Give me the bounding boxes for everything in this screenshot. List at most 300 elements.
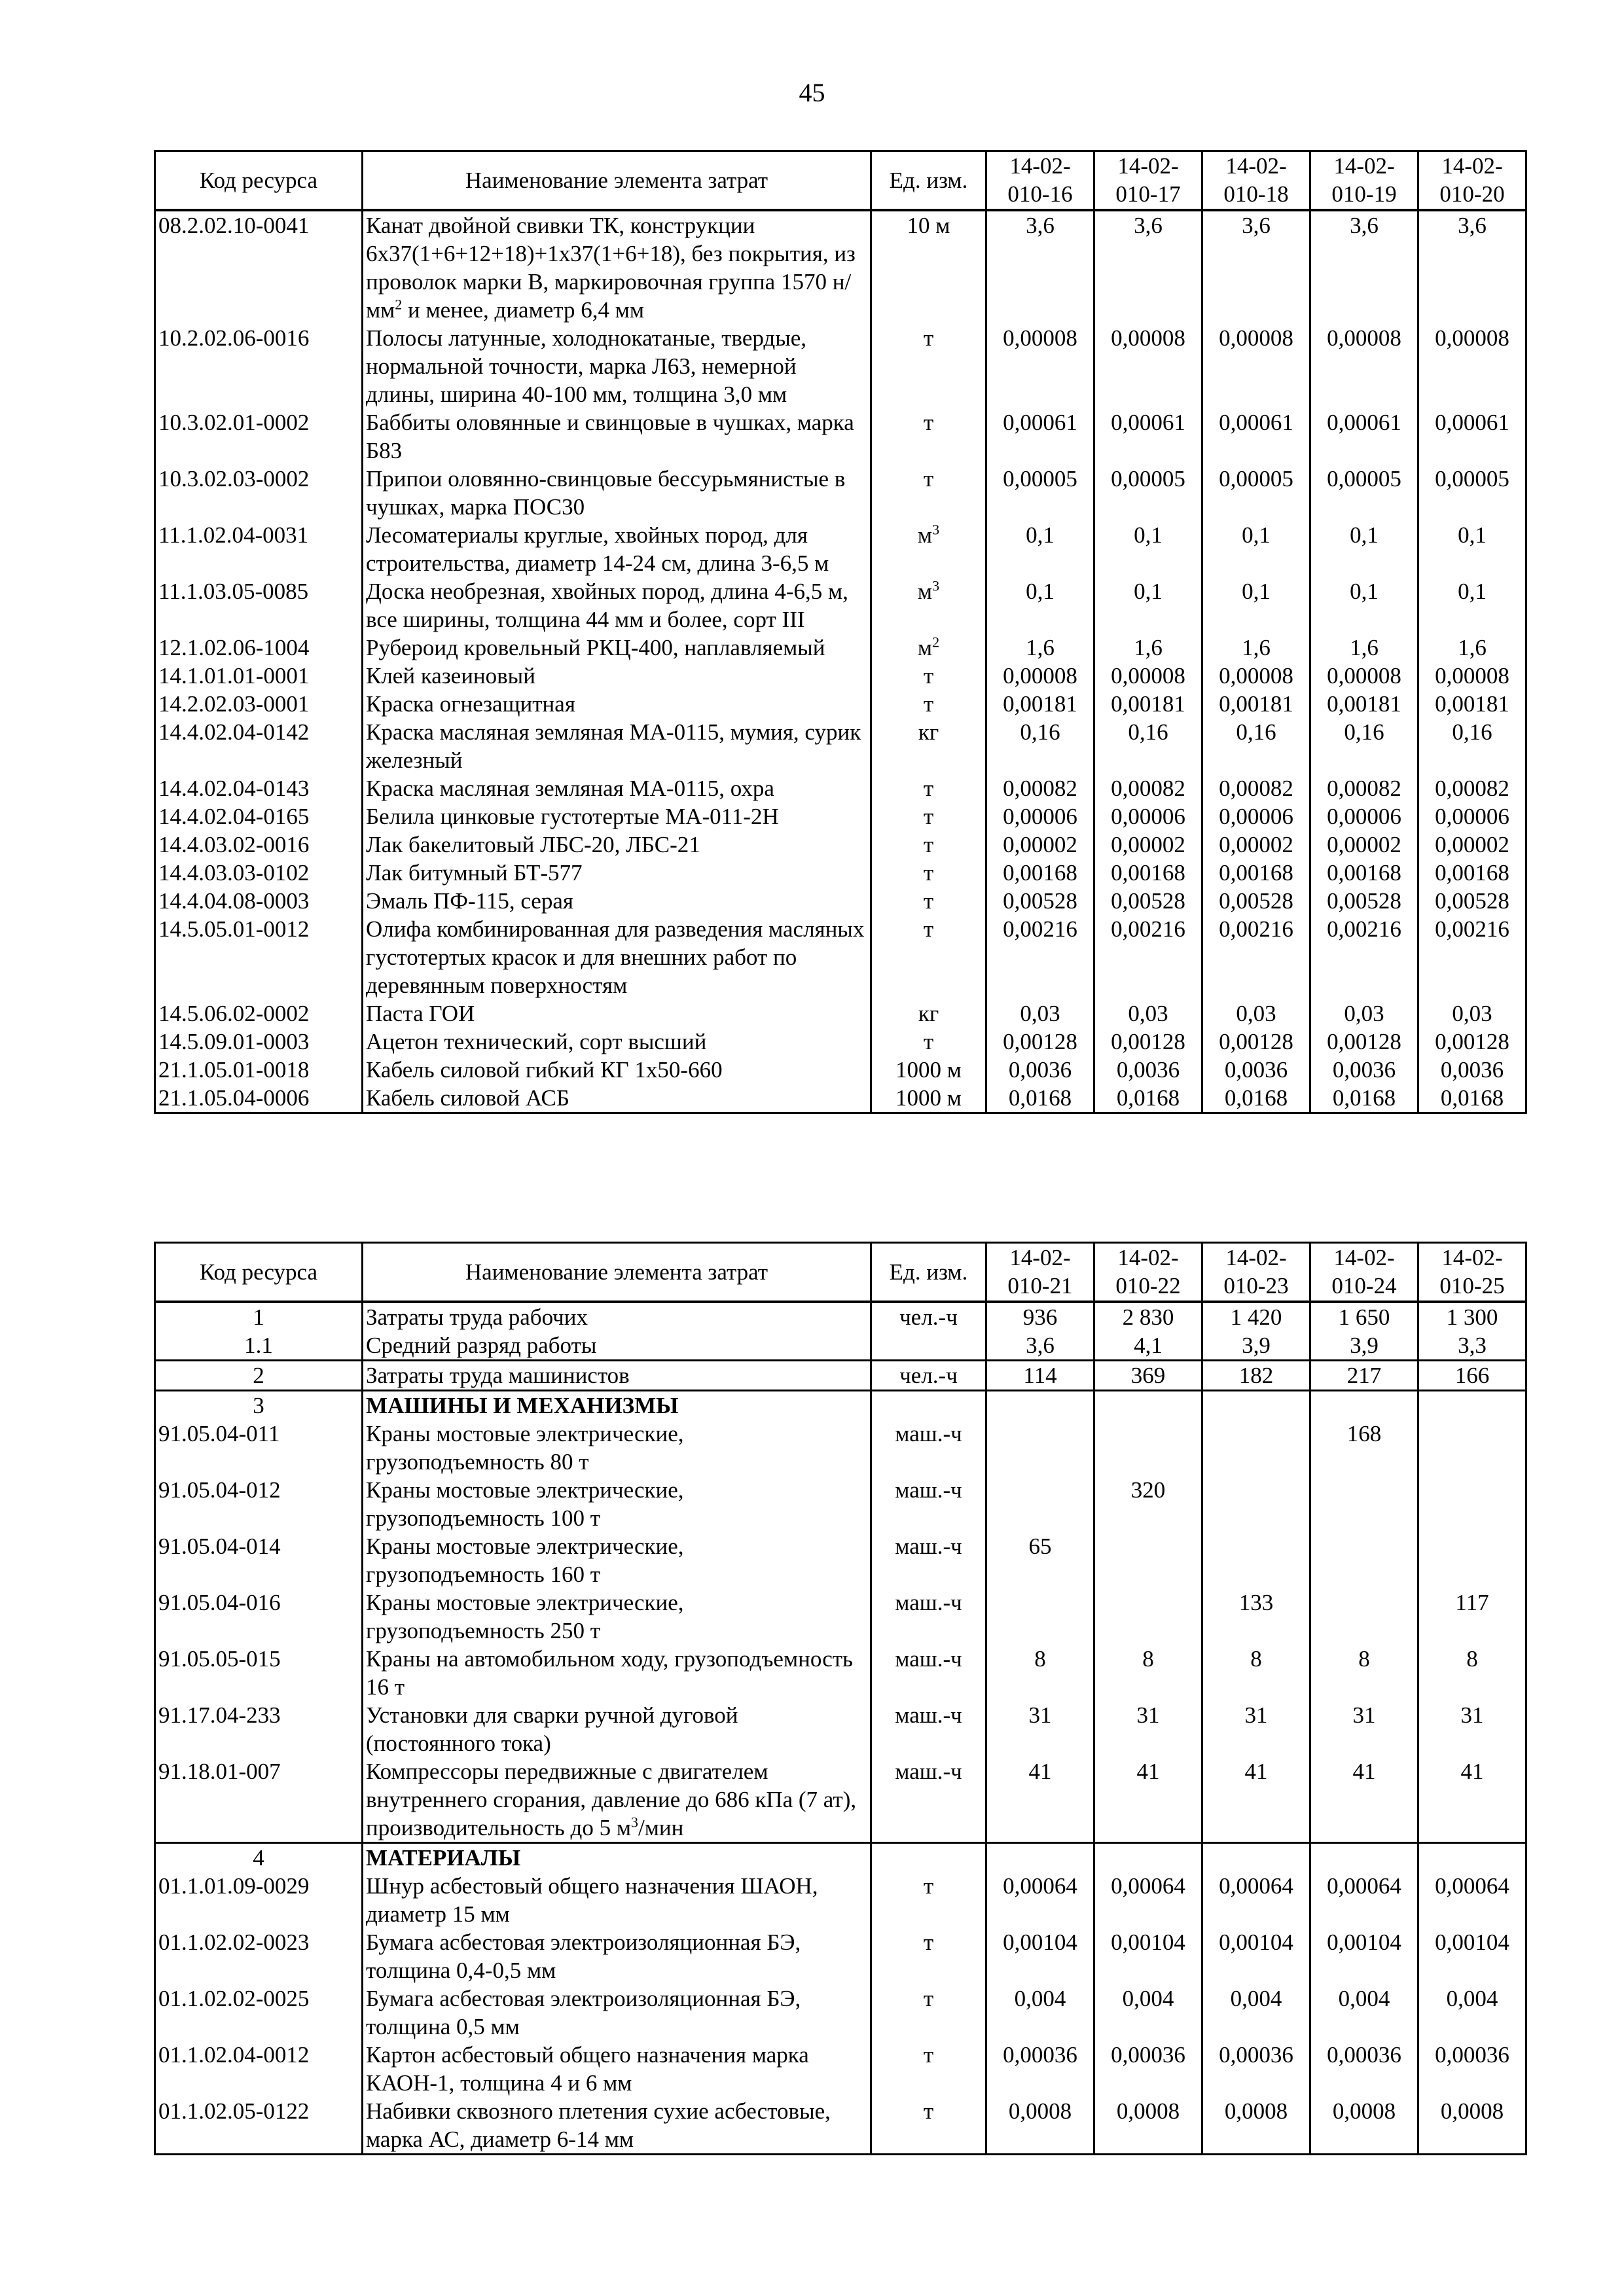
resource-value: 0,00128 xyxy=(1094,1028,1202,1056)
resource-code: 01.1.01.09-0029 xyxy=(155,1872,363,1928)
resource-unit: т xyxy=(871,859,986,887)
resource-name: Белила цинковые густотертые МА-011-2Н xyxy=(363,802,871,831)
resource-code: 14.4.04.08-0003 xyxy=(155,887,363,915)
resource-value: 320 xyxy=(1094,1476,1202,1532)
resource-code: 91.18.01-007 xyxy=(155,1757,363,1843)
table-row xyxy=(155,1360,1526,1390)
resource-value: 0,00064 xyxy=(986,1872,1094,1928)
resource-value: 0,00008 xyxy=(1202,662,1310,690)
resource-value: 0,00002 xyxy=(986,831,1094,859)
table-row xyxy=(155,1588,1526,1645)
resource-code: 01.1.02.04-0012 xyxy=(155,2041,363,2097)
resource-unit: кг xyxy=(871,999,986,1028)
resource-value: 41 xyxy=(1418,1757,1526,1843)
resource-value: 0,00036 xyxy=(1310,2041,1418,2097)
resource-value: 1,6 xyxy=(1202,634,1310,662)
resource-value: 0,00008 xyxy=(986,662,1094,690)
table-row xyxy=(155,915,1526,999)
resource-value: 0,00061 xyxy=(1418,408,1526,465)
resource-value: 0,0168 xyxy=(1202,1084,1310,1113)
resource-value: 0,00181 xyxy=(1202,690,1310,718)
resource-value: 0,0008 xyxy=(986,2097,1094,2155)
header-column: 14-02- 010-21 xyxy=(986,1243,1094,1302)
table-row xyxy=(155,1928,1526,1984)
resource-value: 0,1 xyxy=(1418,577,1526,634)
table-row xyxy=(155,662,1526,690)
resource-value: 117 xyxy=(1418,1588,1526,1645)
resource-code: 14.4.02.04-0143 xyxy=(155,774,363,802)
resource-value: 2 830 xyxy=(1094,1302,1202,1331)
resource-code: 11.1.03.05-0085 xyxy=(155,577,363,634)
resource-value: 0,004 xyxy=(1094,1984,1202,2041)
resource-value: 0,00008 xyxy=(1310,662,1418,690)
resource-code: 2 xyxy=(155,1360,363,1390)
resource-value: 8 xyxy=(1202,1645,1310,1701)
resource-name: Набивки сквозного плетения сухие асбестовые, марка АС, диаметр 6-14 мм xyxy=(363,2097,871,2155)
resource-value xyxy=(1094,1842,1202,1872)
superscript: 3 xyxy=(630,1813,638,1830)
header-unit: Ед. изм. xyxy=(871,1243,986,1302)
resource-value: 0,00064 xyxy=(1310,1872,1418,1928)
resource-name: Краска огнезащитная xyxy=(363,690,871,718)
resource-value xyxy=(1418,1532,1526,1588)
resource-code: 10.2.02.06-0016 xyxy=(155,324,363,408)
resource-unit: маш.-ч xyxy=(871,1701,986,1757)
resource-code: 08.2.02.10-0041 xyxy=(155,210,363,324)
resource-value: 0,00005 xyxy=(1202,465,1310,521)
resource-unit: т xyxy=(871,1928,986,1984)
resource-unit: 1000 м xyxy=(871,1084,986,1113)
resource-value xyxy=(1094,1532,1202,1588)
resource-value: 0,03 xyxy=(986,999,1094,1028)
resource-value: 0,00006 xyxy=(1094,802,1202,831)
resource-value: 0,1 xyxy=(1202,521,1310,577)
resource-name: Краска масляная земляная МА-0115, охра xyxy=(363,774,871,802)
resource-value xyxy=(1094,1588,1202,1645)
resource-name: Бумага асбестовая электроизоляционная БЭ, толщина 0,5 мм xyxy=(363,1984,871,2041)
resource-unit: т xyxy=(871,2041,986,2097)
header-column: 14-02- 010-22 xyxy=(1094,1243,1202,1302)
resource-code: 10.3.02.03-0002 xyxy=(155,465,363,521)
resource-value: 0,1 xyxy=(1094,577,1202,634)
resource-code: 10.3.02.01-0002 xyxy=(155,408,363,465)
table-row xyxy=(155,1842,1526,1872)
resource-value: 0,16 xyxy=(1418,718,1526,774)
resource-code: 14.5.06.02-0002 xyxy=(155,999,363,1028)
resource-unit: т xyxy=(871,690,986,718)
resource-value: 0,0168 xyxy=(986,1084,1094,1113)
resource-value: 0,0168 xyxy=(1310,1084,1418,1113)
table-row xyxy=(155,1056,1526,1084)
resource-value xyxy=(986,1588,1094,1645)
resource-value: 0,00006 xyxy=(1202,802,1310,831)
header-column: 14-02- 010-18 xyxy=(1202,151,1310,210)
resource-unit: $м^2$ xyxy=(871,634,986,662)
resource-value: 0,1 xyxy=(1310,577,1418,634)
resource-value: 0,00064 xyxy=(1202,1872,1310,1928)
table-row xyxy=(155,2097,1526,2155)
resource-value: 3,6 xyxy=(1094,210,1202,324)
resource-value: 0,00005 xyxy=(986,465,1094,521)
resource-value: 1 300 xyxy=(1418,1302,1526,1331)
header-column: 14-02- 010-23 xyxy=(1202,1243,1310,1302)
resource-value: 3,6 xyxy=(986,210,1094,324)
resource-table-1 xyxy=(154,150,1527,1114)
resource-name: Припои оловянно-свинцовые бессурьмянистые в чушках, марка ПОС30 xyxy=(363,465,871,521)
table-row xyxy=(155,634,1526,662)
resource-value: 41 xyxy=(986,1757,1094,1843)
resource-value: 0,00104 xyxy=(986,1928,1094,1984)
resource-value: 3,9 xyxy=(1310,1331,1418,1361)
resource-unit xyxy=(871,1842,986,1872)
resource-value: 0,0036 xyxy=(1418,1056,1526,1084)
resource-name: Доска необрезная, хвойных пород, длина 4-6,5 м, все ширины, толщина 44 мм и более, сорт III xyxy=(363,577,871,634)
resource-value: 0,00216 xyxy=(1310,915,1418,999)
resource-value: 4,1 xyxy=(1094,1331,1202,1361)
resource-code: 14.2.02.03-0001 xyxy=(155,690,363,718)
resource-value: 0,00008 xyxy=(1202,324,1310,408)
resource-unit: т xyxy=(871,887,986,915)
resource-value: 0,00008 xyxy=(1418,324,1526,408)
resource-value: 0,00061 xyxy=(1094,408,1202,465)
resource-unit: т xyxy=(871,1028,986,1056)
table-row xyxy=(155,1476,1526,1532)
resource-value: 0,0008 xyxy=(1094,2097,1202,2155)
resource-value: 0,00005 xyxy=(1094,465,1202,521)
resource-value: 0,03 xyxy=(1202,999,1310,1028)
table-row xyxy=(155,1701,1526,1757)
resource-value: 0,16 xyxy=(986,718,1094,774)
header-code: Код ресурса xyxy=(155,151,363,210)
resource-name: Краска масляная земляная МА-0115, мумия, сурик железный xyxy=(363,718,871,774)
resource-value: 0,00006 xyxy=(1310,802,1418,831)
table-row xyxy=(155,831,1526,859)
resource-code: 91.05.05-015 xyxy=(155,1645,363,1701)
resource-value: 1,6 xyxy=(986,634,1094,662)
resource-value: 31 xyxy=(986,1701,1094,1757)
resource-value: 0,00216 xyxy=(1202,915,1310,999)
resource-value: 31 xyxy=(1310,1701,1418,1757)
resource-code: 21.1.05.04-0006 xyxy=(155,1084,363,1113)
resource-name: Полосы латунные, холоднокатаные, твердые, нормальной точности, марка Л63, немерной длины, ширина 40-100 мм, толщина 3,0 мм xyxy=(363,324,871,408)
resource-value: 0,00008 xyxy=(1418,662,1526,690)
table-row xyxy=(155,1872,1526,1928)
resource-value xyxy=(986,1420,1094,1476)
resource-name: Краны мостовые электрические, грузоподъемность 160 т xyxy=(363,1532,871,1588)
resource-value: 3,9 xyxy=(1202,1331,1310,1361)
page-number: 45 xyxy=(799,78,825,107)
resource-name: Краны мостовые электрические, грузоподъемность 250 т xyxy=(363,1588,871,1645)
resource-value: 0,0168 xyxy=(1418,1084,1526,1113)
table-row xyxy=(155,859,1526,887)
resource-value xyxy=(1418,1420,1526,1476)
resource-unit: т xyxy=(871,324,986,408)
resource-value: 0,00168 xyxy=(1418,859,1526,887)
resource-code: 4 xyxy=(155,1842,363,1872)
resource-value: 31 xyxy=(1202,1701,1310,1757)
table-row xyxy=(155,521,1526,577)
resource-value: 0,00168 xyxy=(1094,859,1202,887)
resource-value: 0,00128 xyxy=(1418,1028,1526,1056)
table-row xyxy=(155,999,1526,1028)
resource-code: 01.1.02.02-0025 xyxy=(155,1984,363,2041)
resource-value: 217 xyxy=(1310,1360,1418,1390)
resource-value: 3,3 xyxy=(1418,1331,1526,1361)
header-name: Наименование элемента затрат xyxy=(363,151,871,210)
resource-value: 8 xyxy=(1310,1645,1418,1701)
resource-value: 0,00061 xyxy=(1310,408,1418,465)
resource-name: Баббиты оловянные и свинцовые в чушках, марка Б83 xyxy=(363,408,871,465)
table-row xyxy=(155,887,1526,915)
resource-name: Лесоматериалы круглые, хвойных пород, для строительства, диаметр 14-24 см, длина 3-6,5 м xyxy=(363,521,871,577)
resource-code: 01.1.02.05-0122 xyxy=(155,2097,363,2155)
resource-value xyxy=(1202,1842,1310,1872)
resource-value: 0,00128 xyxy=(986,1028,1094,1056)
resource-unit: 1000 м xyxy=(871,1056,986,1084)
resource-value: 0,00006 xyxy=(986,802,1094,831)
resource-name: Канат двойной свивки ТК, конструкции 6х37(1+6+12+18)+1х37(1+6+18), без покрытия, из проволок марки В, маркировочная группа 1570 $н/мм^2$ и менее, диаметр 6,4 мм xyxy=(363,210,871,324)
resource-value: 0,00002 xyxy=(1310,831,1418,859)
resource-unit: маш.-ч xyxy=(871,1476,986,1532)
resource-unit: т xyxy=(871,802,986,831)
resource-value: 1,6 xyxy=(1094,634,1202,662)
resource-value xyxy=(1310,1390,1418,1420)
resource-value: 0,03 xyxy=(1094,999,1202,1028)
resource-value: 0,00082 xyxy=(1418,774,1526,802)
resource-value: 0,0008 xyxy=(1202,2097,1310,2155)
header-column: 14-02- 010-24 xyxy=(1310,1243,1418,1302)
resource-value: 0,1 xyxy=(986,521,1094,577)
resource-value: 0,0008 xyxy=(1418,2097,1526,2155)
header-code: Код ресурса xyxy=(155,1243,363,1302)
resource-unit: маш.-ч xyxy=(871,1757,986,1843)
header-column: 14-02- 010-17 xyxy=(1094,151,1202,210)
resource-value xyxy=(1202,1476,1310,1532)
resource-value: 41 xyxy=(1094,1757,1202,1843)
resource-value: 166 xyxy=(1418,1360,1526,1390)
resource-code: 91.17.04-233 xyxy=(155,1701,363,1757)
superscript: 3 xyxy=(932,577,940,594)
resource-value: 0,00168 xyxy=(1310,859,1418,887)
resource-value: 0,1 xyxy=(1310,521,1418,577)
resource-code: 91.05.04-011 xyxy=(155,1420,363,1476)
resource-value: 0,00008 xyxy=(1310,324,1418,408)
resource-code: 11.1.02.04-0031 xyxy=(155,521,363,577)
resource-value: 31 xyxy=(1094,1701,1202,1757)
resource-name: Лак бакелитовый ЛБС-20, ЛБС-21 xyxy=(363,831,871,859)
header-column: 14-02- 010-25 xyxy=(1418,1243,1526,1302)
resource-value: 0,00528 xyxy=(1418,887,1526,915)
resource-name: Картон асбестовый общего назначения марка КАОН-1, толщина 4 и 6 мм xyxy=(363,2041,871,2097)
resource-value: 0,00005 xyxy=(1418,465,1526,521)
resource-value: 0,0036 xyxy=(1094,1056,1202,1084)
resource-value: 0,00168 xyxy=(986,859,1094,887)
resource-name: Эмаль ПФ-115, серая xyxy=(363,887,871,915)
table-row xyxy=(155,774,1526,802)
resource-value: 0,00128 xyxy=(1310,1028,1418,1056)
resource-code: 14.5.09.01-0003 xyxy=(155,1028,363,1056)
resource-name: МАШИНЫ И МЕХАНИЗМЫ xyxy=(363,1390,871,1420)
resource-value: 8 xyxy=(1418,1645,1526,1701)
resource-value: 133 xyxy=(1202,1588,1310,1645)
resource-name: Кабель силовой гибкий КГ 1х50-660 xyxy=(363,1056,871,1084)
resource-value: 0,00181 xyxy=(1094,690,1202,718)
resource-unit: маш.-ч xyxy=(871,1420,986,1476)
resource-unit: маш.-ч xyxy=(871,1645,986,1701)
resource-value: 1,6 xyxy=(1418,634,1526,662)
resource-name: Клей казеиновый xyxy=(363,662,871,690)
resource-code: 14.4.02.04-0142 xyxy=(155,718,363,774)
table-row xyxy=(155,324,1526,408)
resource-unit: т xyxy=(871,662,986,690)
resource-value: 65 xyxy=(986,1532,1094,1588)
resource-value: 0,00061 xyxy=(1202,408,1310,465)
resource-value: 0,1 xyxy=(1202,577,1310,634)
resource-unit: маш.-ч xyxy=(871,1532,986,1588)
resource-unit: т xyxy=(871,831,986,859)
resource-value xyxy=(1310,1532,1418,1588)
resource-value xyxy=(1202,1532,1310,1588)
table-row xyxy=(155,1420,1526,1476)
resource-value: 0,00002 xyxy=(1094,831,1202,859)
resource-value: 3,6 xyxy=(1202,210,1310,324)
resource-unit: т xyxy=(871,915,986,999)
header-column: 14-02- 010-20 xyxy=(1418,151,1526,210)
resource-value: 0,00104 xyxy=(1310,1928,1418,1984)
resource-unit: чел.-ч xyxy=(871,1302,986,1331)
header-column: 14-02- 010-19 xyxy=(1310,151,1418,210)
table-row xyxy=(155,802,1526,831)
table-row xyxy=(155,1532,1526,1588)
resource-value: 0,00216 xyxy=(1418,915,1526,999)
resource-value: 0,00181 xyxy=(1310,690,1418,718)
resource-value: 0,0036 xyxy=(1202,1056,1310,1084)
resource-code: 91.05.04-016 xyxy=(155,1588,363,1645)
resource-value: 41 xyxy=(1202,1757,1310,1843)
table-row xyxy=(155,210,1526,324)
resource-name: Средний разряд работы xyxy=(363,1331,871,1361)
resource-value: 0,00064 xyxy=(1418,1872,1526,1928)
resource-value xyxy=(1094,1390,1202,1420)
table-row xyxy=(155,1302,1526,1331)
resource-value: 0,00008 xyxy=(986,324,1094,408)
resource-value: 0,00082 xyxy=(1310,774,1418,802)
resource-value: 31 xyxy=(1418,1701,1526,1757)
table-row xyxy=(155,1084,1526,1113)
table-row xyxy=(155,718,1526,774)
resource-table-2 xyxy=(154,1242,1527,2155)
resource-code: 14.4.02.04-0165 xyxy=(155,802,363,831)
resource-value: 0,00128 xyxy=(1202,1028,1310,1056)
table-row xyxy=(155,577,1526,634)
superscript: 2 xyxy=(932,633,940,650)
resource-value: 0,00006 xyxy=(1418,802,1526,831)
resource-unit: чел.-ч xyxy=(871,1360,986,1390)
resource-name: Компрессоры передвижные с двигателем внутреннего сгорания, давление до 686 кПа (7 ат), производительность до 5 $м^3$/мин xyxy=(363,1757,871,1843)
resource-value xyxy=(1418,1476,1526,1532)
resource-value: 0,00036 xyxy=(986,2041,1094,2097)
resource-name: Шнур асбестовый общего назначения ШАОН, диаметр 15 мм xyxy=(363,1872,871,1928)
resource-value: 0,16 xyxy=(1310,718,1418,774)
resource-value: 0,1 xyxy=(1094,521,1202,577)
resource-name: Установки для сварки ручной дуговой (постоянного тока) xyxy=(363,1701,871,1757)
resource-value: 0,00064 xyxy=(1094,1872,1202,1928)
resource-value: 0,00104 xyxy=(1202,1928,1310,1984)
table-2-body xyxy=(155,1302,1526,2155)
resource-value: 0,16 xyxy=(1094,718,1202,774)
resource-code: 91.05.04-012 xyxy=(155,1476,363,1532)
resource-value: 0,00528 xyxy=(986,887,1094,915)
resource-value xyxy=(986,1842,1094,1872)
resource-value: 1 650 xyxy=(1310,1302,1418,1331)
resource-value: 1,6 xyxy=(1310,634,1418,662)
header-column: 14-02- 010-16 xyxy=(986,151,1094,210)
resource-unit: $м^3$ xyxy=(871,521,986,577)
resource-unit: т xyxy=(871,465,986,521)
resource-value: 0,00104 xyxy=(1094,1928,1202,1984)
resource-value: 0,1 xyxy=(1418,521,1526,577)
resource-unit xyxy=(871,1331,986,1361)
resource-value: 41 xyxy=(1310,1757,1418,1843)
resource-value: 0,00036 xyxy=(1418,2041,1526,2097)
resource-value: 0,1 xyxy=(986,577,1094,634)
resource-value: 0,0036 xyxy=(1310,1056,1418,1084)
resource-name: Краны мостовые электрические, грузоподъемность 100 т xyxy=(363,1476,871,1532)
header-name: Наименование элемента затрат xyxy=(363,1243,871,1302)
resource-value: 0,00528 xyxy=(1202,887,1310,915)
resource-unit: $м^3$ xyxy=(871,577,986,634)
resource-value: 0,00181 xyxy=(986,690,1094,718)
resource-name: Рубероид кровельный РКЦ-400, наплавляемый xyxy=(363,634,871,662)
resource-name: Ацетон технический, сорт высший xyxy=(363,1028,871,1056)
resource-value: 0,00181 xyxy=(1418,690,1526,718)
resource-value: 0,00008 xyxy=(1094,324,1202,408)
resource-value: 0,00002 xyxy=(1202,831,1310,859)
resource-value: 0,00104 xyxy=(1418,1928,1526,1984)
resource-value: 936 xyxy=(986,1302,1094,1331)
resource-value: 0,00082 xyxy=(1094,774,1202,802)
resource-value: 3,6 xyxy=(986,1331,1094,1361)
resource-value xyxy=(1310,1588,1418,1645)
resource-value: 369 xyxy=(1094,1360,1202,1390)
resource-value xyxy=(1418,1842,1526,1872)
resource-value xyxy=(1202,1420,1310,1476)
resource-code: 14.5.05.01-0012 xyxy=(155,915,363,999)
resource-unit xyxy=(871,1390,986,1420)
table-row xyxy=(155,1984,1526,2041)
table-row xyxy=(155,408,1526,465)
resource-name: Затраты труда машинистов xyxy=(363,1360,871,1390)
resource-name: Паста ГОИ xyxy=(363,999,871,1028)
resource-value: 0,00082 xyxy=(1202,774,1310,802)
resource-code: 14.1.01.01-0001 xyxy=(155,662,363,690)
resource-code: 3 xyxy=(155,1390,363,1420)
resource-unit: т xyxy=(871,408,986,465)
resource-value: 0,004 xyxy=(986,1984,1094,2041)
resource-value: 0,00528 xyxy=(1310,887,1418,915)
resource-code: 14.4.03.02-0016 xyxy=(155,831,363,859)
resource-name: Краны на автомобильном ходу, грузоподъемность 16 т xyxy=(363,1645,871,1701)
resource-value: 0,0168 xyxy=(1094,1084,1202,1113)
resource-value: 8 xyxy=(986,1645,1094,1701)
resource-name: МАТЕРИАЛЫ xyxy=(363,1842,871,1872)
resource-value: 182 xyxy=(1202,1360,1310,1390)
resource-value: 0,004 xyxy=(1202,1984,1310,2041)
resource-value: 0,0008 xyxy=(1310,2097,1418,2155)
resource-name: Олифа комбинированная для разведения масляных густотертых красок и для внешних работ по деревянным поверхностям xyxy=(363,915,871,999)
resource-value: 0,00061 xyxy=(986,408,1094,465)
resource-value: 0,03 xyxy=(1418,999,1526,1028)
